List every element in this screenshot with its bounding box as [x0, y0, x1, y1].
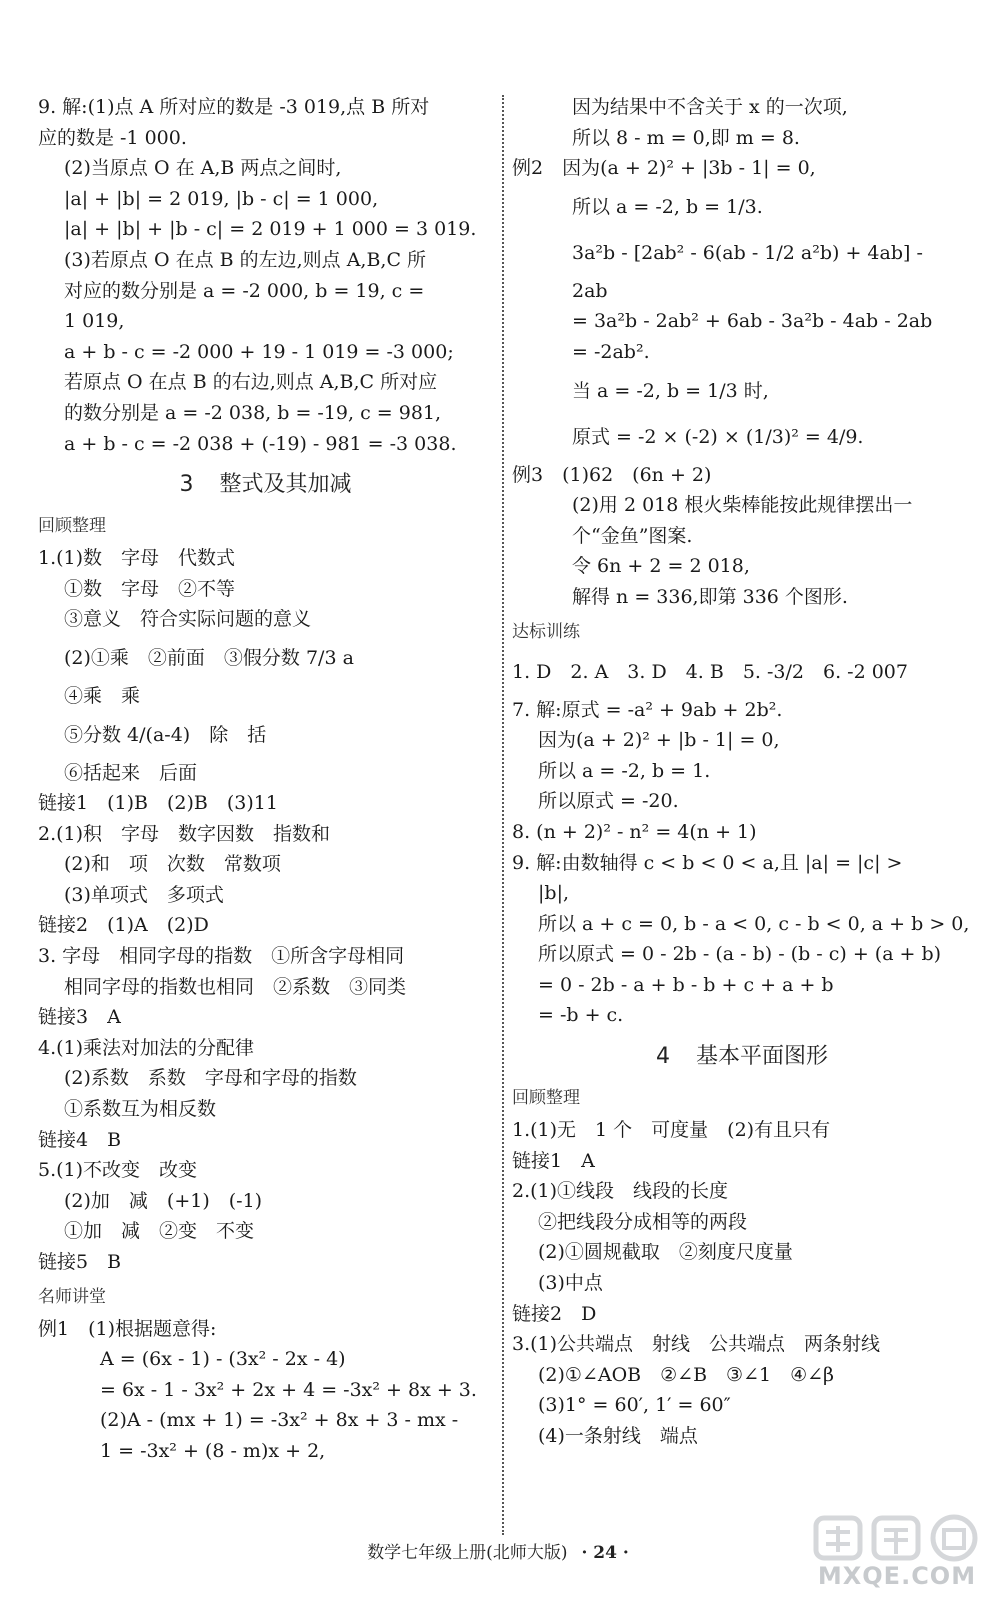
text-line: 链接4 B	[38, 1128, 122, 1151]
text-line: 若原点 O 在点 B 的右边,则点 A,B,C 所对应	[64, 371, 438, 394]
text-line: 3a²b - [2ab² - 6(ab - 1/2 a²b) + 4ab] -	[572, 241, 923, 264]
text-line: 9. 解:由数轴得 c < b < 0 < a,且 |a| = |c| >	[512, 851, 903, 874]
text-line: A = (6x - 1) - (3x² - 2x - 4)	[100, 1348, 346, 1371]
column-divider	[502, 95, 504, 1535]
text-line: |a| + |b| = 2 019, |b - c| = 1 000,	[64, 187, 379, 210]
text-line: 链接2 D	[512, 1302, 597, 1325]
watermark	[812, 1512, 982, 1592]
section-heading	[38, 463, 493, 507]
text-line: 1. D 2. A 3. D 4. B 5. -3/2 6. -2 007	[512, 660, 908, 683]
text-line: 相同字母的指数也相同 ②系数 ③同类	[64, 975, 407, 998]
text-line: = 3a²b - 2ab² + 6ab - 3a²b - 4ab - 2ab	[572, 310, 933, 333]
text-line: = 6x - 1 - 3x² + 2x + 4 = -3x² + 8x + 3.	[100, 1378, 477, 1401]
text-line: ⑤分数 4/(a-4) 除 括	[64, 723, 267, 746]
text-line: 链接2 (1)A (2)D	[38, 914, 209, 937]
text-line: 8. (n + 2)² - n² = 4(n + 1)	[512, 820, 757, 843]
text-line: 2.(1)①线段 线段的长度	[512, 1180, 729, 1203]
section-heading	[512, 1035, 972, 1079]
text-line: 的数分别是 a = -2 038, b = -19, c = 981,	[64, 401, 442, 424]
text-line: (2)加 减 (+1) (-1)	[64, 1189, 263, 1212]
text-line: 7. 解:原式 = -a² + 9ab + 2b².	[512, 698, 783, 721]
text-line: (4)一条射线 端点	[538, 1425, 698, 1447]
text-line: (2)A - (mx + 1) = -3x² + 8x + 3 - mx -	[100, 1409, 459, 1432]
text-line: (2)系数 系数 字母和字母的指数	[64, 1067, 357, 1090]
text-line: (3)1° = 60′, 1′ = 60″	[538, 1394, 731, 1417]
text-line: 链接5 B	[38, 1251, 122, 1273]
subsection-label: 名师讲堂	[38, 1286, 106, 1307]
section-number: 3	[179, 472, 194, 498]
text-line: ②把线段分成相等的两段	[538, 1210, 748, 1233]
text-line: (2)①∠AOB ②∠B ③∠1 ④∠β	[538, 1363, 835, 1386]
section-title: 整式及其加减	[219, 472, 352, 498]
text-line: 1 019,	[64, 310, 125, 333]
watermark-site: MXQE.COM	[817, 1562, 977, 1590]
text-line: 所以原式 = 0 - 2b - (a - b) - (b - c) + (a + b)	[538, 943, 942, 966]
text-line: ③意义 符合实际问题的意义	[64, 608, 312, 631]
text-line: (2)和 项 次数 常数项	[64, 853, 281, 876]
text-line: 所以 a = -2, b = 1.	[538, 759, 711, 782]
text-line: 个“金鱼”图案.	[572, 524, 693, 547]
text-line: 令 6n + 2 = 2 018,	[572, 555, 750, 578]
text-line: |b|,	[538, 882, 570, 905]
text-line: ④乘 乘	[64, 684, 141, 707]
text-line: 链接1 (1)B (2)B (3)11	[38, 792, 278, 815]
text-line: 1 = -3x² + (8 - m)x + 2,	[100, 1439, 326, 1462]
section-number: 4	[655, 1044, 670, 1070]
book-title: 数学七年级上册(北师大版)	[367, 1543, 568, 1563]
text-line: 2.(1)积 字母 数字因数 指数和	[38, 822, 331, 845]
text-line: a + b - c = -2 000 + 19 - 1 019 = -3 000;	[64, 340, 454, 363]
text-line: = -2ab².	[572, 340, 650, 363]
text-line: 9. 解:(1)点 A 所对应的数是 -3 019,点 B 所对	[38, 96, 430, 118]
watermark-seal-icon	[812, 1512, 982, 1562]
text-line: 例2 因为(a + 2)² + |3b - 1| = 0,	[512, 157, 816, 180]
text-line: 原式 = -2 × (-2) × (1/3)² = 4/9.	[572, 425, 864, 448]
text-line: 因为结果中不含关于 x 的一次项,	[572, 96, 848, 118]
text-line: a + b - c = -2 038 + (-19) - 981 = -3 038.	[64, 432, 457, 455]
text-line: (2)当原点 O 在 A,B 两点之间时,	[64, 157, 342, 180]
text-line: 1.(1)数 字母 代数式	[38, 547, 236, 570]
text-line: 所以原式 = -20.	[538, 790, 679, 813]
text-line: 所以 a = -2, b = 1/3.	[572, 195, 763, 218]
text-line: ①数 字母 ②不等	[64, 577, 236, 600]
text-line: 3.(1)公共端点 射线 公共端点 两条射线	[512, 1333, 881, 1356]
text-line: 当 a = -2, b = 1/3 时,	[572, 379, 769, 402]
text-line: 链接1 A	[512, 1149, 595, 1172]
text-line: |a| + |b| + |b - c| = 2 019 + 1 000 = 3 019.	[64, 218, 477, 241]
page-number: · 24 ·	[581, 1543, 629, 1563]
text-line: 1.(1)无 1 个 可度量 (2)有且只有	[512, 1119, 831, 1142]
text-line: = 0 - 2b - a + b - b + c + a + b	[538, 973, 834, 996]
subsection-label: 回顾整理	[38, 516, 106, 537]
text-line: 所以 a + c = 0, b - a < 0, c - b < 0, a + b > 0,	[538, 912, 970, 935]
text-line: (2)①圆规截取 ②刻度尺度量	[538, 1241, 793, 1264]
text-line: 2ab	[572, 279, 608, 302]
text-line: 4.(1)乘法对加法的分配律	[38, 1036, 255, 1059]
right-column	[512, 92, 972, 1452]
text-line: ①系数互为相反数	[64, 1098, 217, 1121]
section-title: 基本平面图形	[695, 1044, 828, 1070]
text-line: (3)中点	[538, 1272, 603, 1295]
text-line: 例1 (1)根据题意得:	[38, 1317, 217, 1340]
text-line: 对应的数分别是 a = -2 000, b = 19, c =	[64, 279, 425, 302]
text-line: 应的数是 -1 000.	[38, 126, 187, 149]
left-column	[38, 92, 493, 1467]
text-line: 所以 8 - m = 0,即 m = 8.	[572, 126, 800, 149]
subsection-label: 回顾整理	[512, 1088, 580, 1109]
text-line: 链接3 A	[38, 1006, 121, 1029]
text-line: (3)若原点 O 在点 B 的左边,则点 A,B,C 所	[64, 248, 427, 271]
text-line: = -b + c.	[538, 1004, 624, 1027]
text-line: 5.(1)不改变 改变	[38, 1159, 198, 1182]
text-line: 因为(a + 2)² + |b - 1| = 0,	[538, 729, 780, 752]
text-line: 3. 字母 相同字母的指数 ①所含字母相同	[38, 945, 405, 968]
text-line: 例3 (1)62 (6n + 2)	[512, 463, 712, 486]
text-line: ⑥括起来 后面	[64, 761, 198, 784]
subsection-label: 达标训练	[512, 621, 580, 642]
text-line: (2)①乘 ②前面 ③假分数 7/3 a	[64, 646, 354, 669]
text-line: 解得 n = 336,即第 336 个图形.	[572, 585, 848, 608]
text-line: ①加 减 ②变 不变	[64, 1220, 255, 1243]
text-line: (3)单项式 多项式	[64, 883, 224, 906]
text-line: (2)用 2 018 根火柴棒能按此规律摆出一	[572, 494, 913, 517]
